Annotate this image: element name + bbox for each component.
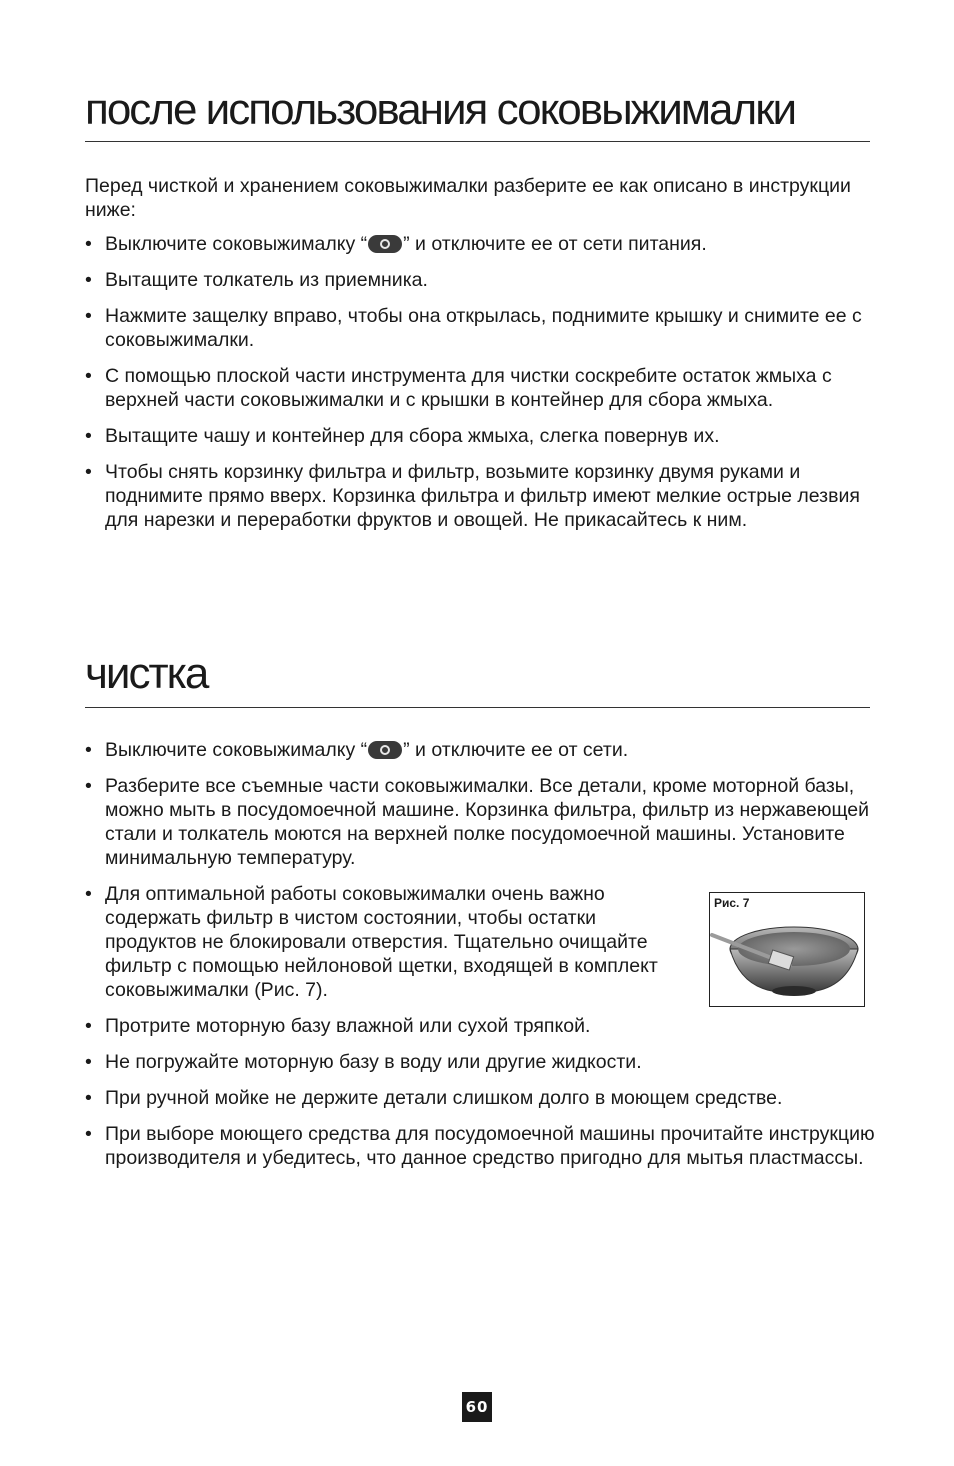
section-rule [85,707,870,708]
list-item: • Вытащите чашу и контейнер для сбора жмыха, слегка повернув их. [85,424,875,448]
list-item: • При выборе моющего средства для посудомоечной машины прочитайте инструкцию производителя и убедитесь, что данное средство пригодно для мытья пластмассы. [85,1122,875,1170]
list-item-text: Выключите соковыжималку “ [105,739,368,761]
intro-paragraph: Перед чисткой и хранением соковыжималки разберите ее как описано в инструкции ниже: [85,175,851,221]
list-item: • Чтобы снять корзинку фильтра и фильтр, возьмите корзинку двумя руками и поднимите прямо вверх. Корзинка фильтра и фильтр имеют мелкие острые лезвия для нарезки и переработки фруктов и овощей. Не прикасайтесь к ним. [85,460,875,532]
list-item: • Для оптимальной работы соковыжималки очень важно содержать фильтр в чистом состоянии, чтобы остатки продуктов не блокировали отверстия. Тщательно очищайте фильтр с помощью нейлоновой щетки, входящей в комплект соковыжималки (Рис. 7). [85,882,665,1002]
list-item-text: ” и отключите ее от сети питания. [403,233,707,255]
list-item: • Нажмите защелку вправо, чтобы она открылась, поднимите крышку и снимите ее с соковыжималки. [85,304,875,352]
section-rule [85,141,870,142]
list-item: • Разберите все съемные части соковыжималки. Все детали, кроме моторной базы, можно мыть в посудомоечной машине. Корзинка фильтра, фильтр из нержавеющей стали и толкатель моются на верхней полке посудомоечной машины. Установите минимальную температуру. [85,774,875,870]
figure-7 [709,892,865,1007]
list-item [85,738,875,762]
after-use-list [85,232,875,544]
section-title-after-use: после использования соковыжималки [85,85,796,134]
list-item: • С помощью плоской части инструмента для чистки соскребите остаток жмыха с верхней части соковыжималки и с крышки в контейнер для сбора жмыха. [85,364,875,412]
list-item-text: ” и отключите ее от сети. [403,739,629,761]
list-item [85,232,875,256]
power-button-icon [368,235,402,253]
list-item: • При ручной мойке не держите детали слишком долго в моющем средстве. [85,1086,875,1110]
list-item: • Вытащите толкатель из приемника. [85,268,875,292]
list-item: • Протрите моторную базу влажной или сухой тряпкой. [85,1014,875,1038]
list-item: • Не погружайте моторную базу в воду или другие жидкости. [85,1050,875,1074]
list-item-text: Выключите соковыжималку “ [105,233,368,255]
filter-basket-icon [710,893,865,1007]
figure-caption: Рис. 7 [714,896,750,910]
page-number: 60 [462,1392,492,1422]
power-button-icon [368,741,402,759]
section-title-cleaning: чистка [85,649,208,698]
